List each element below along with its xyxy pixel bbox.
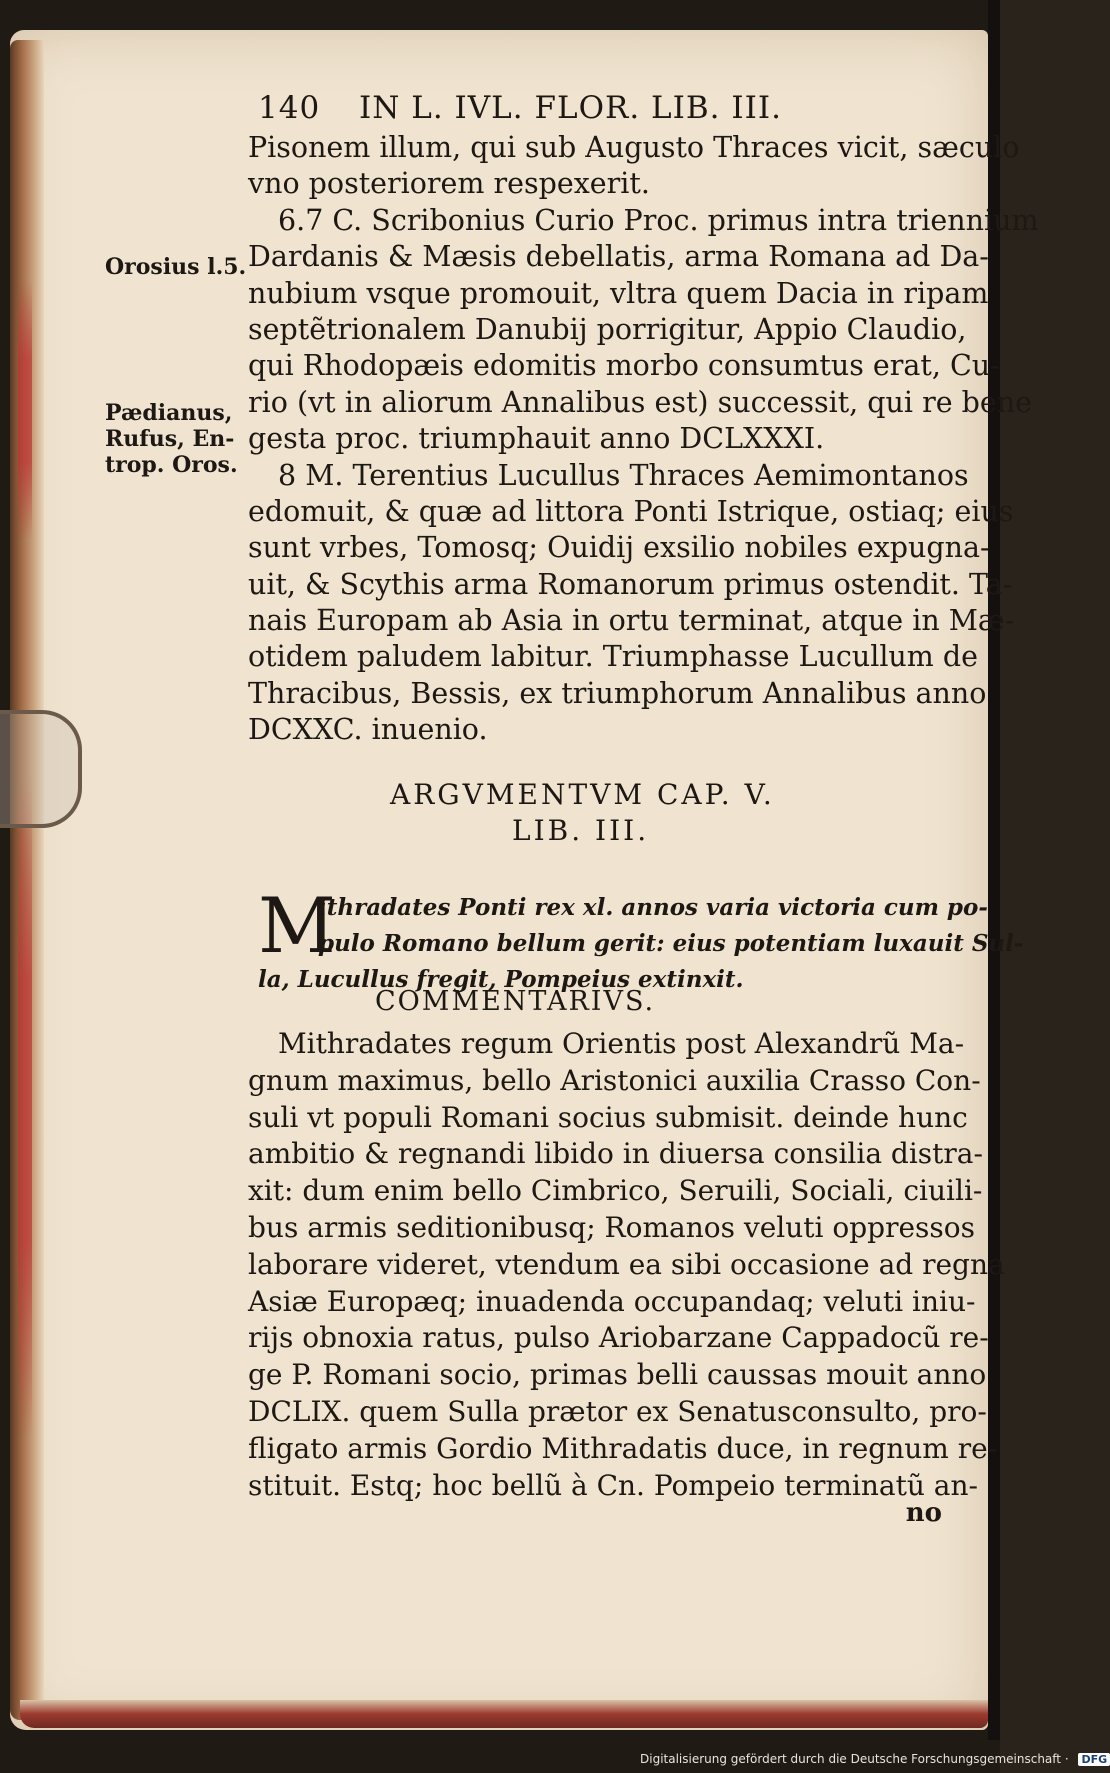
- argument-line: pulo Romano bellum gerit: eius potentiam luxauit Sul-: [318, 930, 1024, 957]
- digitization-credit: [640, 1752, 1110, 1766]
- text-line: nais Europam ab Asia in ortu terminat, atque in Mæ-: [248, 604, 1015, 638]
- argument-text: [258, 881, 1024, 998]
- commentary-line: gnum maximus, bello Aristonici auxilia Crasso Con-: [248, 1063, 981, 1097]
- margin-note-line: Rufus, En-: [105, 426, 235, 452]
- text-line: Pisonem illum, qui sub Augusto Thraces vicit, sæculo: [248, 131, 1020, 164]
- text-line: sunt vrbes, Tomosq; Ouidij exsilio nobiles expugna-: [248, 531, 990, 565]
- commentary-line: Mithradates regum Orientis post Alexandrũ Ma-: [278, 1027, 965, 1060]
- commentary-line: fligato armis Gordio Mithradatis duce, in regnum re-: [248, 1431, 998, 1465]
- text-line: qui Rhodopæis edomitis morbo consumtus erat, Cu-: [248, 349, 1000, 383]
- text-line: nubium vsque promouit, vltra quem Dacia in ripam: [248, 276, 989, 310]
- text-line: septẽtrionalem Danubij porrigitur, Appio Claudio,: [248, 312, 967, 346]
- argument-line: ithradates Ponti rex xl. annos varia victoria cum po-: [318, 894, 988, 921]
- page-number: 140: [258, 90, 321, 126]
- text-line: rio (vt in aliorum Annalibus est) successit, qui re bene: [248, 385, 1032, 419]
- commentary-line: Asiæ Europæq; inuadenda occupandaq; veluti iniu-: [248, 1284, 976, 1318]
- commentary-line: bus armis seditionibusq; Romanos veluti oppressos: [248, 1210, 975, 1244]
- book-clasp: [0, 710, 82, 828]
- text-line: edomuit, & quæ ad littora Ponti Istrique, ostiaq; eius: [248, 494, 1014, 528]
- commentary-line: DCLIX. quem Sulla prætor ex Senatusconsulto, pro-: [248, 1394, 987, 1428]
- margin-note-orosius: Orosius l.5.: [105, 254, 247, 280]
- text-line: 6.7 C. Scribonius Curio Proc. primus intra triennium: [278, 203, 1039, 237]
- text-line: DCXXC. inuenio.: [248, 713, 488, 747]
- red-edge-stain-lower: [18, 780, 32, 1440]
- text-line: gesta proc. triumphauit anno DCLXXXI.: [248, 422, 825, 456]
- dfg-logo: DFG: [1078, 1753, 1110, 1766]
- commentary-line: ge P. Romani socio, primas belli caussas mouit anno: [248, 1358, 987, 1392]
- main-text: [248, 130, 1039, 749]
- commentary-line: xit: dum enim bello Cimbrico, Seruili, Sociali, ciuili-: [248, 1174, 983, 1208]
- commentary-title: COMMENTARIVS.: [375, 986, 656, 1017]
- margin-note-line: Pædianus,: [105, 400, 233, 426]
- text-line: vno posteriorem respexerit.: [248, 167, 650, 201]
- margin-note-line: trop. Oros.: [105, 452, 238, 478]
- commentary-line: suli vt populi Romani socius submisit. deinde hunc: [248, 1100, 968, 1134]
- running-header: [258, 90, 782, 126]
- text-line: Thracibus, Bessis, ex triumphorum Annalibus anno: [248, 676, 987, 710]
- credit-text: Digitalisierung gefördert durch die Deutsche Forschungsgemeinschaft ·: [640, 1752, 1069, 1766]
- running-title: IN L. IVL. FLOR. LIB. III.: [359, 90, 782, 126]
- text-line: otidem paludem labitur. Triumphasse Lucullum de: [248, 640, 978, 674]
- commentary-line: rijs obnoxia ratus, pulso Ariobarzane Cappadocũ re-: [248, 1321, 989, 1355]
- catchword: no: [905, 1498, 942, 1528]
- text-line: Dardanis & Mæsis debellatis, arma Romana ad Da-: [248, 240, 989, 274]
- drop-cap: M: [258, 881, 336, 970]
- commentary-line: laborare videret, vtendum ea sibi occasione ad regna: [248, 1247, 1005, 1281]
- text-line: uit, & Scythis arma Romanorum primus ostendit. Ta-: [248, 567, 1013, 601]
- page-edges-bottom: [20, 1700, 988, 1728]
- argument-line: la, Lucullus fregit, Pompeius extinxit.: [258, 966, 744, 993]
- text-line: 8 M. Terentius Lucullus Thraces Aemimontanos: [278, 458, 969, 492]
- red-edge-stain-upper: [18, 280, 32, 540]
- argument-subtitle: LIB. III.: [512, 814, 650, 847]
- commentary-line: ambitio & regnandi libido in diuersa consilia distra-: [248, 1137, 983, 1171]
- commentary-line: stituit. Estq; hoc bellũ à Cn. Pompeio terminatũ an-: [248, 1468, 978, 1502]
- argument-title: ARGVMENTVM CAP. V.: [390, 778, 775, 811]
- margin-note-sources: [105, 400, 238, 478]
- commentary-text: [248, 1026, 1005, 1504]
